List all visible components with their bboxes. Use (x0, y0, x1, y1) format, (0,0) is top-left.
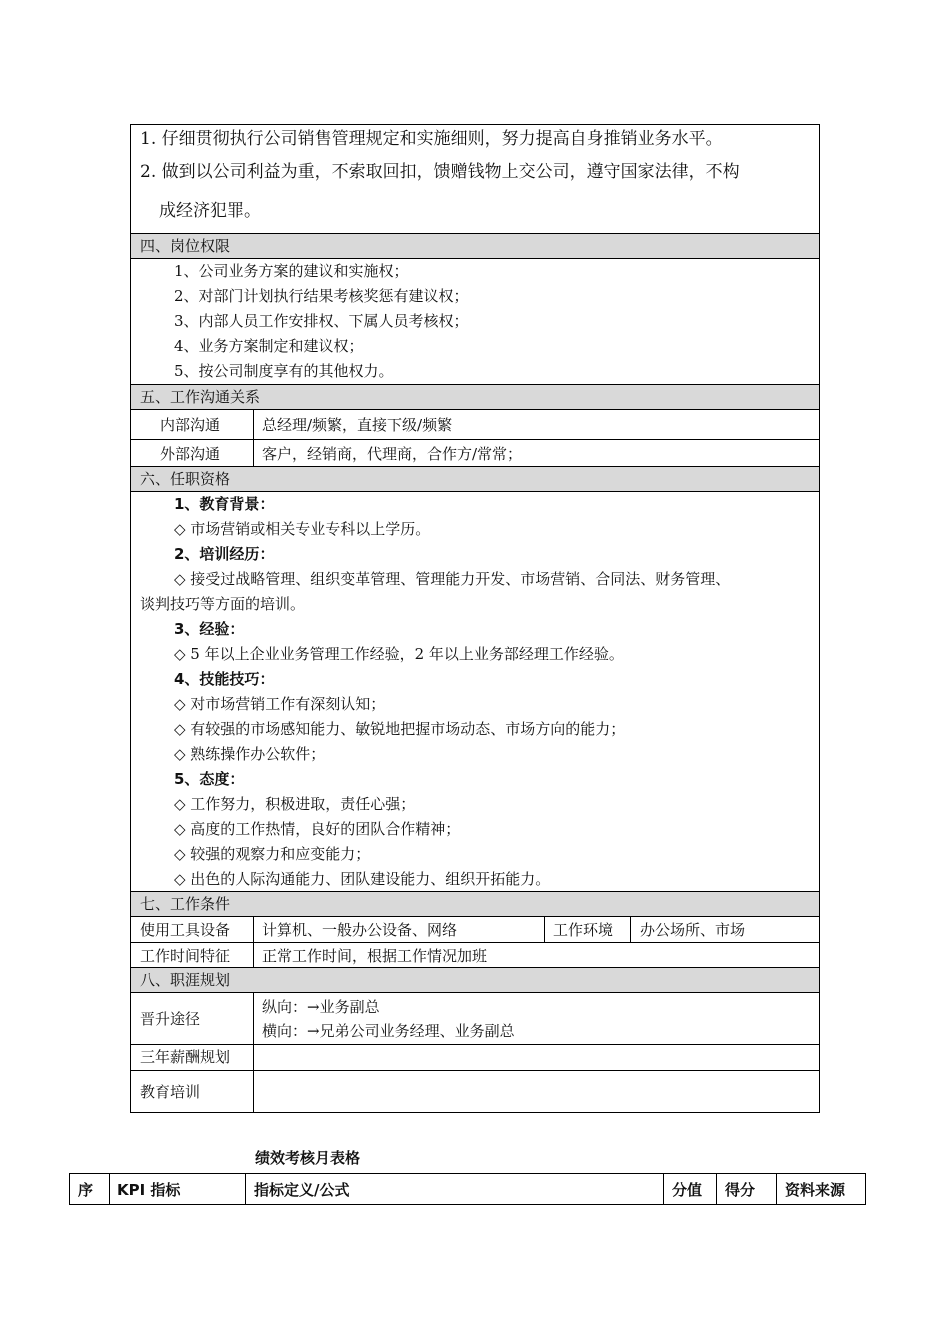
table-border-left (130, 124, 131, 1113)
row-divider (130, 409, 820, 410)
work-time-label: 工作时间特征 (140, 947, 231, 965)
kpi-border-left (69, 1173, 70, 1205)
column-divider (253, 992, 254, 1113)
row-divider (130, 942, 820, 943)
skill-item: ◇ 熟练操作办公软件； (174, 745, 326, 763)
education-heading: 1、教育背景： (174, 495, 275, 513)
attitude-item: ◇ 较强的观察力和应变能力； (174, 845, 371, 863)
kpi-border-top (69, 1173, 866, 1174)
kpi-header-index: 序 (78, 1181, 94, 1199)
attitude-item: ◇ 高度的工作热情，良好的团队合作精神； (174, 820, 461, 838)
column-divider (630, 916, 631, 942)
environment-label: 工作环境 (553, 921, 614, 939)
authority-item: 4、业务方案制定和建议权； (174, 337, 364, 355)
section-header-career (131, 967, 819, 992)
kpi-column-divider (716, 1173, 717, 1205)
kpi-header-indicator: KPI 指标 (117, 1181, 181, 1199)
row-divider (130, 891, 820, 892)
authority-item: 3、内部人员工作安排权、下属人员考核权； (174, 312, 469, 330)
authority-item: 2、对部门计划执行结果考核奖惩有建议权； (174, 287, 469, 305)
external-communication-value: 客户，经销商，代理商，合作方/常常； (262, 445, 523, 463)
section-title-communication: 五、工作沟通关系 (140, 388, 261, 406)
kpi-column-divider (245, 1173, 246, 1205)
tools-value: 计算机、一般办公设备、网络 (262, 921, 458, 939)
authority-item: 5、按公司制度享有的其他权力。 (174, 362, 394, 380)
internal-communication-value: 总经理/频繁，直接下级/频繁 (262, 416, 453, 434)
attitude-item: ◇ 工作努力，积极进取，责任心强； (174, 795, 416, 813)
attitude-item: ◇ 出色的人际沟通能力、团队建设能力、组织开拓能力。 (174, 870, 551, 888)
kpi-table-title: 绩效考核月表格 (255, 1149, 361, 1167)
tools-label: 使用工具设备 (140, 921, 231, 939)
section-title-authority: 四、岗位权限 (140, 237, 231, 255)
kpi-border-right (865, 1173, 866, 1205)
row-divider (130, 491, 820, 492)
row-divider (130, 967, 820, 968)
row-divider (130, 466, 820, 467)
row-divider (130, 233, 820, 234)
environment-value: 办公场所、市场 (640, 921, 746, 939)
column-divider (253, 409, 254, 466)
education-item: ◇ 市场营销或相关专业专科以上学历。 (174, 520, 431, 538)
training-heading: 2、培训经历： (174, 545, 275, 563)
promotion-label: 晋升途径 (140, 1010, 201, 1028)
column-divider (253, 916, 254, 967)
section-title-conditions: 七、工作条件 (140, 895, 231, 913)
row-divider (130, 384, 820, 385)
kpi-header-weight: 分值 (672, 1181, 703, 1199)
row-divider (130, 439, 820, 440)
section-title-qualifications: 六、任职资格 (140, 470, 231, 488)
table-border-bottom (130, 1112, 820, 1113)
training-item: ◇ 接受过战略管理、组织变革管理、管理能力开发、市场营销、合同法、财务管理、 (174, 570, 731, 588)
promotion-vertical: 纵向：→业务副总 (262, 998, 380, 1016)
kpi-column-divider (663, 1173, 664, 1205)
kpi-header-definition: 指标定义/公式 (254, 1181, 350, 1199)
kpi-header-score: 得分 (725, 1181, 756, 1199)
attitude-heading: 5、态度： (174, 770, 245, 788)
authority-item: 1、公司业务方案的建议和实施权； (174, 262, 409, 280)
row-divider (130, 1044, 820, 1045)
experience-item: ◇ 5 年以上企业业务管理工作经验，2 年以上业务部经理工作经验。 (174, 645, 624, 663)
skills-heading: 4、技能技巧： (174, 670, 275, 688)
work-time-value: 正常工作时间，根据工作情况加班 (262, 947, 488, 965)
skill-item: ◇ 对市场营销工作有深刻认知； (174, 695, 386, 713)
row-divider (130, 992, 820, 993)
table-border-right (819, 124, 820, 1113)
section-header-qualifications (131, 466, 819, 491)
training-plan-label: 教育培训 (140, 1083, 201, 1101)
external-communication-label: 外部沟通 (160, 445, 221, 463)
section-header-authority (131, 233, 819, 258)
kpi-border-bottom (69, 1204, 866, 1205)
row-divider (130, 258, 820, 259)
promotion-horizontal: 横向：→兄弟公司业务经理、业务副总 (262, 1022, 515, 1040)
skill-item: ◇ 有较强的市场感知能力、敏锐地把握市场动态、市场方向的能力； (174, 720, 626, 738)
kpi-column-divider (776, 1173, 777, 1205)
duty-item-2-continuation: 成经济犯罪。 (159, 201, 261, 221)
experience-heading: 3、经验： (174, 620, 245, 638)
row-divider (130, 916, 820, 917)
training-item-continuation: 谈判技巧等方面的培训。 (140, 595, 306, 613)
duty-item-1: 1. 仔细贯彻执行公司销售管理规定和实施细则，努力提高自身推销业务水平。 (140, 129, 723, 149)
duty-item-2: 2. 做到以公司利益为重，不索取回扣，馈赠钱物上交公司，遵守国家法律，不构 (140, 162, 740, 182)
column-divider (544, 916, 545, 942)
salary-plan-label: 三年薪酬规划 (140, 1048, 231, 1066)
section-title-career: 八、职涯规划 (140, 971, 231, 989)
kpi-header-source: 资料来源 (785, 1181, 846, 1199)
row-divider (130, 1070, 820, 1071)
section-header-conditions (131, 891, 819, 916)
table-border-top (130, 124, 820, 125)
kpi-column-divider (109, 1173, 110, 1205)
internal-communication-label: 内部沟通 (160, 416, 221, 434)
